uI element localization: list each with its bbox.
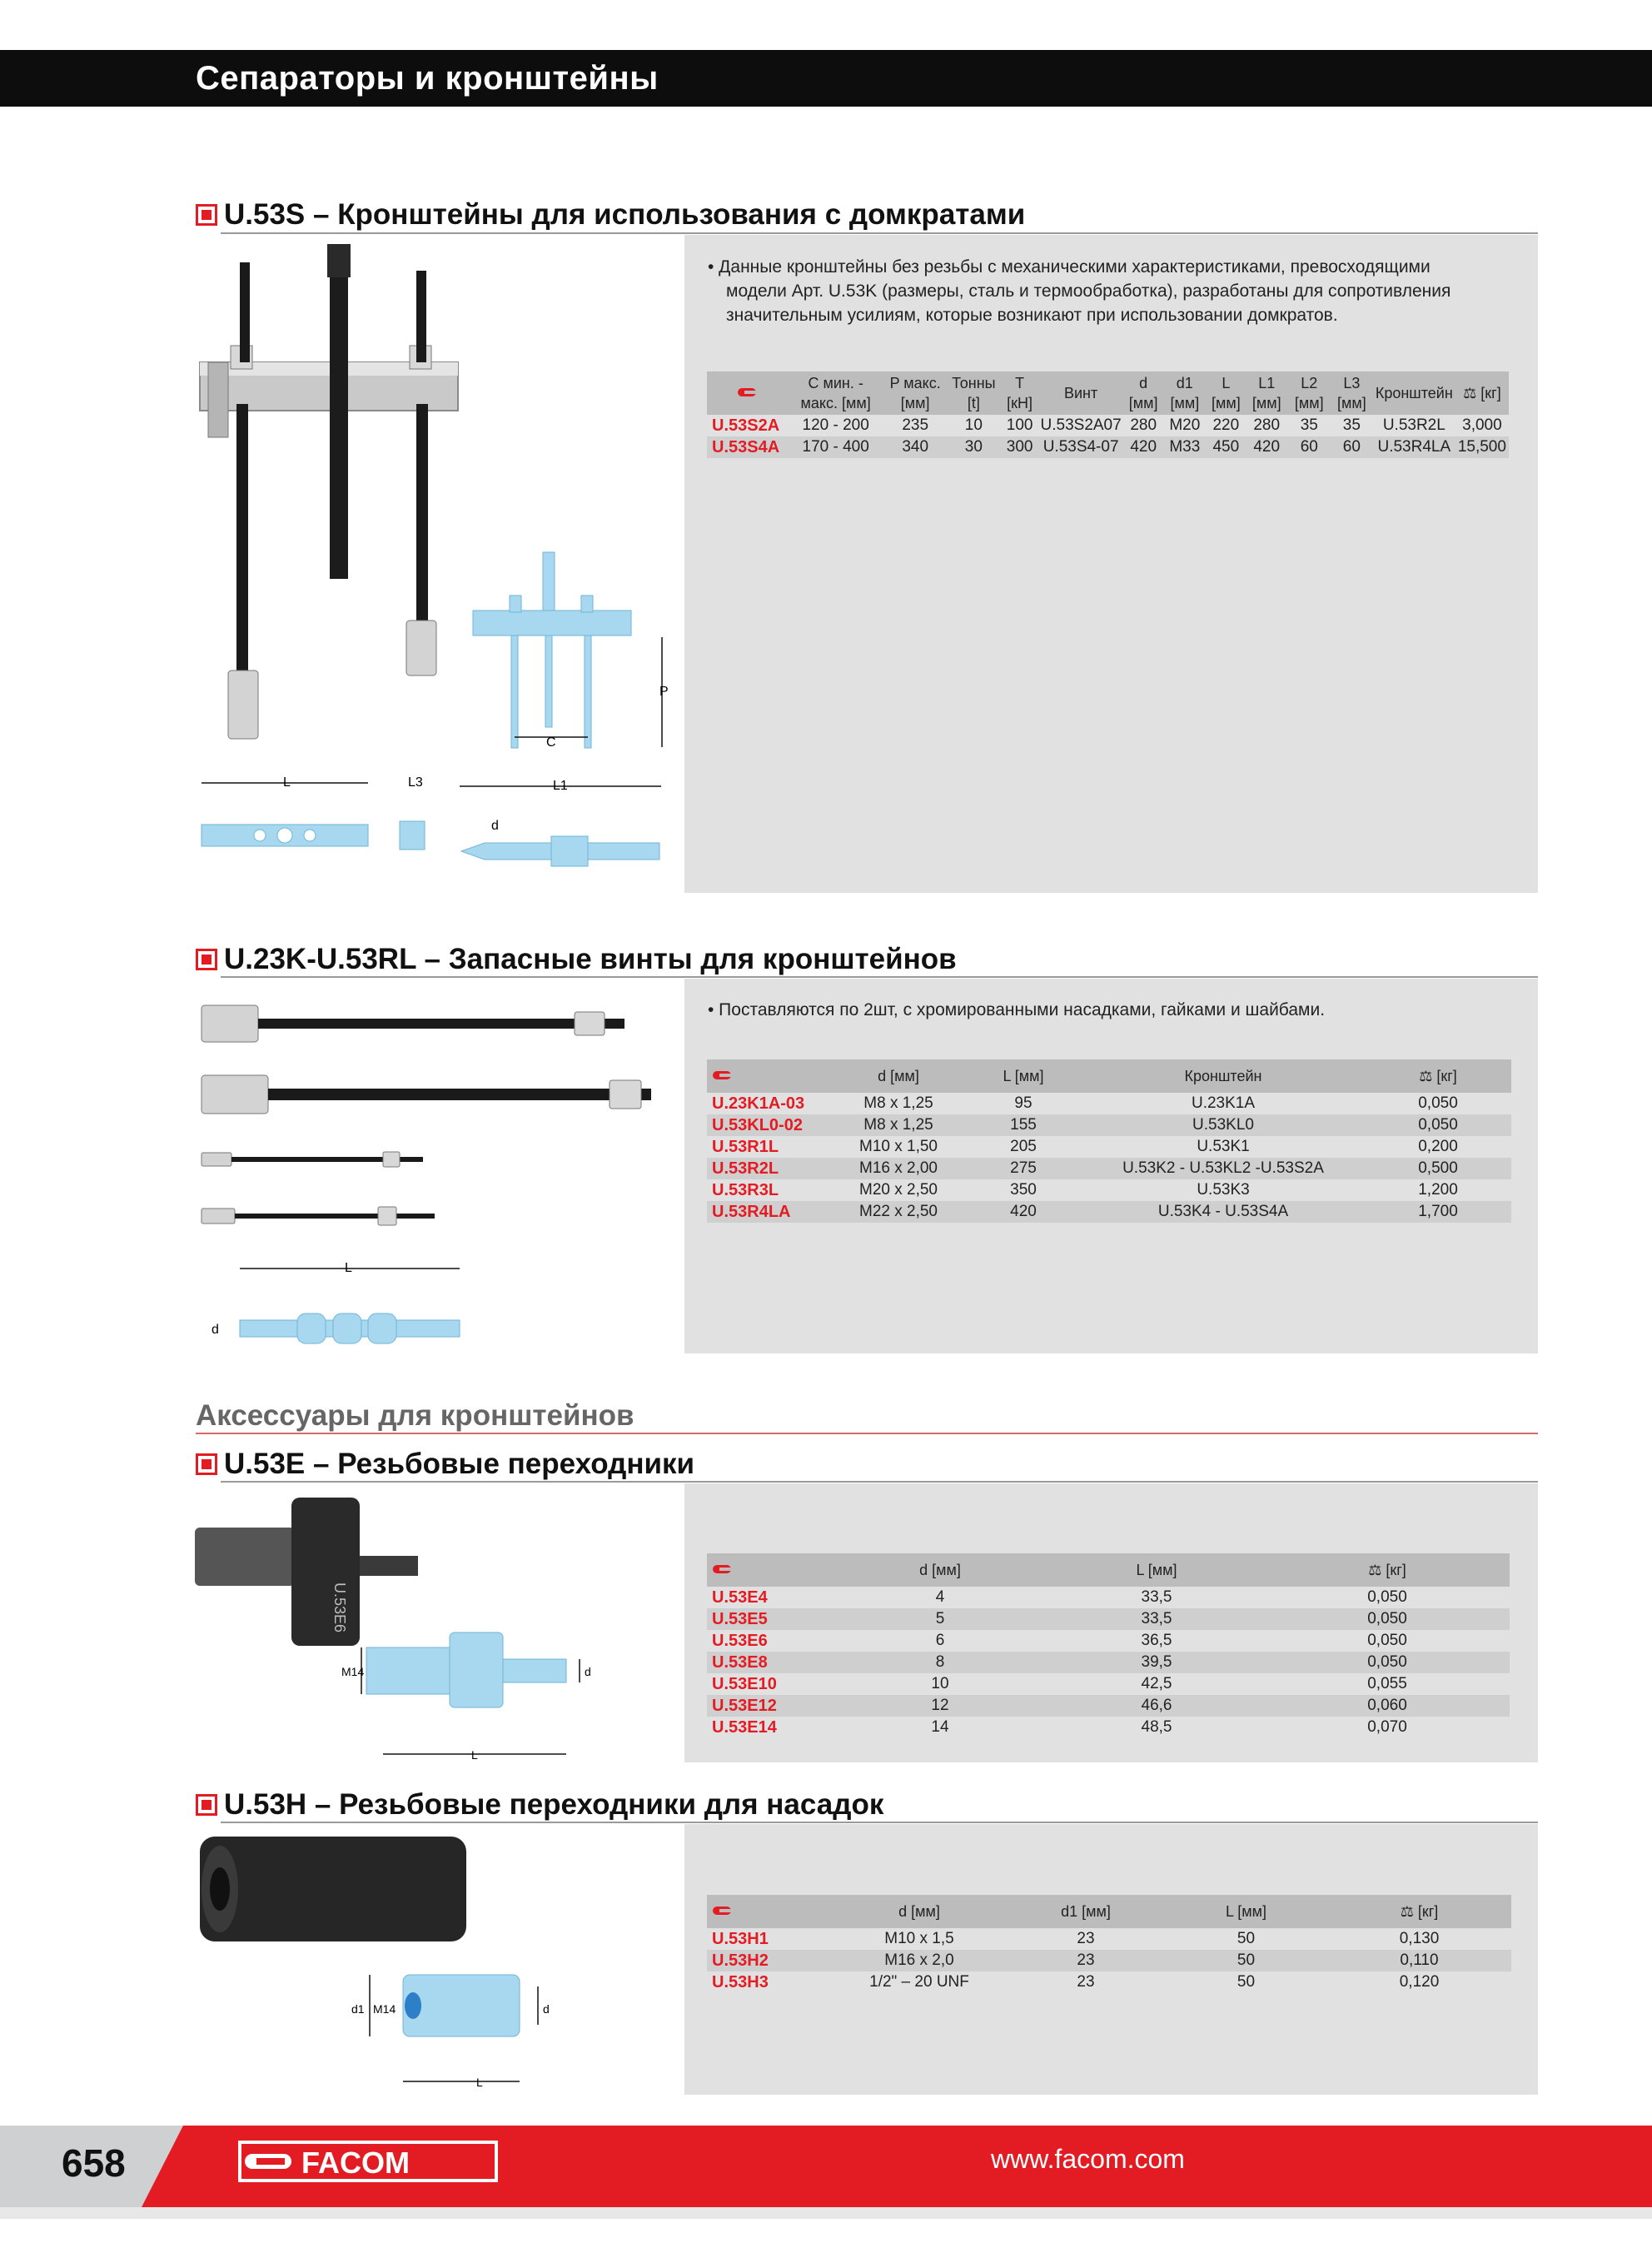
section-divider	[221, 232, 1538, 234]
website-link[interactable]: www.facom.com	[991, 2144, 1185, 2174]
table-header-row	[707, 1059, 1511, 1093]
table-cell: 280	[1130, 416, 1157, 434]
reference-code: U.53E8	[707, 1652, 832, 1673]
table-cell: 60	[1288, 436, 1331, 458]
screws-photo	[193, 995, 668, 1237]
table-cell: 205	[1010, 1138, 1037, 1155]
adapter-drawing	[341, 1616, 608, 1762]
description-line: • Данные кронштейны без резьбы с механическими характеристиками, превосходящими	[708, 257, 1431, 277]
table-cell: 100	[1006, 416, 1033, 434]
description: • Поставляются по 2шт, с хромированными насадками, гайками и шайбами.	[708, 1000, 1326, 1019]
reference-code: U.53E10	[712, 1675, 777, 1693]
table-cell: 6	[935, 1632, 945, 1649]
table-cell: M16 x 2,00	[832, 1158, 965, 1179]
drawing-label-c: C	[546, 735, 556, 750]
drawing-label-l: L	[283, 775, 291, 790]
weight-icon: ⚖	[1419, 1068, 1433, 1084]
drawing-label-l3: L3	[408, 775, 423, 790]
reference-column-header	[707, 1553, 832, 1587]
coupler-photo	[193, 1828, 476, 1953]
reference-code: U.53E6	[712, 1632, 768, 1650]
table-row	[707, 415, 1509, 436]
table-row	[707, 1928, 1511, 1950]
table-cell: 30	[946, 436, 1002, 458]
wrench-key-icon	[709, 1069, 734, 1081]
table-cell: 36,5	[1141, 1632, 1172, 1649]
column-header: L2 [мм]	[1288, 371, 1331, 415]
reference-column-header	[707, 1059, 832, 1093]
column-header: d [мм]	[832, 1895, 1007, 1928]
table-cell: 42,5	[1141, 1675, 1172, 1692]
table-row	[707, 1608, 1510, 1630]
column-header: d [мм]	[832, 1059, 965, 1093]
table-cell: 50	[1165, 1950, 1327, 1971]
table-cell: 0,200	[1418, 1138, 1458, 1155]
column-header: Кронштейн	[1373, 371, 1455, 415]
table-cell: M20	[1169, 416, 1201, 434]
table-cell: U.53R2L	[1382, 416, 1446, 434]
section-bullet-icon	[196, 1794, 217, 1816]
weight-column-header: ⚖ [кг]	[1327, 1895, 1511, 1928]
table-cell: 48,5	[1141, 1718, 1172, 1736]
table-cell: 10	[964, 416, 983, 434]
table-cell: 23	[1077, 1973, 1095, 1991]
table-row	[707, 1136, 1511, 1158]
table-cell: 235	[902, 416, 929, 434]
table-row	[707, 1971, 1511, 1993]
column-header: d [мм]	[1124, 371, 1163, 415]
spec-table-u53s	[707, 371, 1509, 458]
table-cell: 0,050	[1365, 1114, 1511, 1136]
table-cell: 35	[1342, 416, 1361, 434]
table-cell: 420	[1124, 436, 1163, 458]
spec-table-u53e	[707, 1553, 1510, 1738]
column-header: d [мм]	[832, 1553, 1048, 1587]
drawing-label-d: d	[491, 819, 499, 833]
table-cell: U.53S2A07	[1040, 416, 1122, 434]
reference-code: U.53KL0-02	[707, 1114, 832, 1136]
table-cell: 35	[1300, 416, 1318, 434]
table-row	[707, 1093, 1511, 1114]
column-header: L [мм]	[1048, 1553, 1265, 1587]
table-cell: 33,5	[1141, 1588, 1172, 1606]
drawing-label-l1: L1	[553, 779, 568, 793]
page-number: 658	[62, 2141, 126, 2185]
table-cell: 0,130	[1399, 1930, 1440, 1947]
reference-code: U.53E12	[707, 1695, 832, 1717]
reference-code: U.53R2L	[707, 1158, 832, 1179]
table-cell: M10 x 1,5	[884, 1930, 954, 1947]
table-cell: 350	[1010, 1181, 1037, 1199]
table-cell: 0,050	[1265, 1608, 1510, 1630]
column-header: d1 [мм]	[1007, 1895, 1165, 1928]
column-header: L [мм]	[965, 1059, 1082, 1093]
reference-code: U.53E4	[712, 1588, 768, 1607]
section-bullet-icon	[196, 949, 217, 970]
table-row	[707, 1673, 1510, 1695]
drawing-label-l: L	[471, 1748, 478, 1762]
column-header: P макс. [мм]	[884, 371, 946, 415]
table-cell: 280	[1253, 416, 1281, 434]
accessories-heading: Аксессуары для кронштейнов	[196, 1399, 634, 1432]
section-title: U.53E – Резьбовые переходники	[224, 1448, 695, 1480]
table-cell: 0,050	[1265, 1652, 1510, 1673]
column-header: d1 [мм]	[1163, 371, 1207, 415]
table-cell: 220	[1212, 416, 1240, 434]
table-cell: 275	[965, 1158, 1082, 1179]
section-heading-u53s	[196, 197, 1025, 233]
table-row	[707, 1201, 1511, 1223]
drawing-label-d: d	[211, 1323, 219, 1337]
table-cell: 0,070	[1367, 1718, 1407, 1736]
table-cell: 1,700	[1365, 1201, 1511, 1223]
table-row	[707, 1587, 1510, 1608]
column-header: Тонны [t]	[946, 371, 1002, 415]
table-cell: M10 x 1,50	[859, 1138, 938, 1155]
table-cell: 155	[965, 1114, 1082, 1136]
table-cell: 60	[1331, 436, 1373, 458]
drawing-label-d: d	[585, 1665, 591, 1678]
table-cell: 39,5	[1048, 1652, 1265, 1673]
table-row	[707, 1179, 1511, 1201]
section-bullet-icon	[196, 1453, 217, 1475]
weight-column-header: ⚖ [кг]	[1265, 1553, 1510, 1587]
logo-wordmark: FACOM	[301, 2146, 410, 2180]
description-line: значительным усилиям, которые возникают при использовании домкратов.	[726, 306, 1338, 325]
reference-code: U.53E14	[712, 1718, 777, 1737]
table-cell: 23	[1077, 1930, 1095, 1947]
drawing-label-d1: d1	[351, 2002, 365, 2016]
column-header: T [кН]	[1002, 371, 1038, 415]
table-cell: U.53K2 - U.53KL2 -U.53S2A	[1082, 1158, 1365, 1179]
table-header-row	[707, 1553, 1510, 1587]
table-cell: M22 x 2,50	[832, 1201, 965, 1223]
table-row	[707, 1695, 1510, 1717]
table-cell: 0,055	[1367, 1675, 1407, 1692]
facom-logo	[235, 2137, 501, 2186]
section-divider	[221, 1481, 1538, 1483]
section-title: U.23K-U.53RL – Запасные винты для кронштейнов	[224, 943, 957, 975]
section-title: U.53S – Кронштейны для использования с домкратами	[224, 198, 1026, 231]
reference-code: U.53S4A	[707, 436, 787, 458]
reference-code: U.53R1L	[712, 1138, 779, 1156]
section-divider	[221, 976, 1538, 978]
table-cell: 46,6	[1048, 1695, 1265, 1717]
table-cell: 0,050	[1367, 1588, 1407, 1606]
table-cell: 0,500	[1365, 1158, 1511, 1179]
wrench-key-icon	[734, 386, 759, 398]
table-cell: U.53R4LA	[1373, 436, 1455, 458]
table-cell: 120 - 200	[802, 416, 869, 434]
table-cell: M16 x 2,0	[832, 1950, 1007, 1971]
puller-parts-drawing	[193, 766, 676, 900]
table-row	[707, 1950, 1511, 1971]
section-bullet-icon	[196, 204, 217, 226]
section-title: U.53H – Резьбовые переходники для насадок	[224, 1788, 884, 1821]
table-cell: 33,5	[1048, 1608, 1265, 1630]
reference-code: U.53H1	[712, 1930, 769, 1948]
table-cell: 15,500	[1455, 436, 1509, 458]
reference-column-header	[707, 1895, 832, 1928]
table-cell: 8	[832, 1652, 1048, 1673]
table-cell: U.53S4-07	[1038, 436, 1124, 458]
table-header-row	[707, 371, 1509, 415]
table-cell: 170 - 400	[787, 436, 884, 458]
table-row	[707, 1630, 1510, 1652]
column-header: L3 [мм]	[1331, 371, 1373, 415]
reference-code: U.53H3	[712, 1973, 769, 1991]
table-row	[707, 1158, 1511, 1179]
section-heading-u53e	[196, 1446, 694, 1483]
drawing-label-l: L	[345, 1261, 352, 1275]
drawing-label-p: P	[659, 685, 669, 699]
column-header: Винт	[1038, 371, 1124, 415]
table-cell: U.53KL0	[1082, 1114, 1365, 1136]
drawing-label-l: L	[476, 2076, 483, 2089]
table-cell: 1/2" – 20 UNF	[869, 1973, 969, 1991]
reference-code: U.53H2	[707, 1950, 832, 1971]
coupler-drawing	[348, 1961, 598, 2095]
table-header-row	[707, 1895, 1511, 1928]
bottom-stripe	[0, 2207, 1652, 2219]
table-cell: 23	[1007, 1950, 1165, 1971]
drawing-label-m14: M14	[373, 2002, 396, 2016]
table-cell: 0,050	[1418, 1094, 1458, 1112]
accessories-divider	[196, 1433, 1538, 1434]
reference-code: U.53R4LA	[707, 1201, 832, 1223]
table-cell: 14	[931, 1718, 949, 1736]
table-cell: M33	[1163, 436, 1207, 458]
weight-column-header: ⚖ [кг]	[1365, 1059, 1511, 1093]
screw-drawing	[193, 1254, 485, 1353]
table-cell: 0,110	[1327, 1950, 1511, 1971]
reference-code: U.23K1A-03	[712, 1094, 805, 1113]
table-cell: 10	[931, 1675, 949, 1692]
table-cell: 95	[1014, 1094, 1032, 1112]
drawing-label-m14: M14	[341, 1665, 365, 1678]
weight-icon: ⚖	[1400, 1903, 1414, 1920]
table-cell: 0,050	[1367, 1632, 1407, 1649]
table-cell: 300	[1002, 436, 1038, 458]
adapter-stamp: U.53E6	[331, 1583, 348, 1633]
reference-code: U.53E5	[707, 1608, 832, 1630]
info-panel	[684, 235, 1538, 893]
wrench-key-icon	[709, 1905, 734, 1917]
table-cell: 1,200	[1418, 1181, 1458, 1199]
table-cell: U.53K1	[1197, 1138, 1250, 1155]
table-row	[707, 436, 1509, 458]
table-cell: M20 x 2,50	[859, 1181, 938, 1199]
table-cell: 5	[832, 1608, 1048, 1630]
reference-code: U.53R3L	[712, 1181, 779, 1199]
column-header: Кронштейн	[1082, 1059, 1365, 1093]
reference-code: U.53S2A	[712, 416, 780, 435]
column-header: L [мм]	[1165, 1895, 1327, 1928]
table-cell: 3,000	[1462, 416, 1502, 434]
table-cell: 0,060	[1265, 1695, 1510, 1717]
table-cell: 340	[884, 436, 946, 458]
table-cell: 4	[935, 1588, 945, 1606]
section-heading-u53h	[196, 1787, 883, 1823]
description	[708, 255, 1450, 327]
table-cell: 50	[1237, 1930, 1256, 1947]
spec-table-u53h	[707, 1895, 1511, 1993]
table-cell: 0,120	[1399, 1973, 1440, 1991]
table-cell: 50	[1237, 1973, 1256, 1991]
table-row	[707, 1717, 1510, 1738]
table-cell: U.53K3	[1197, 1181, 1250, 1199]
section-divider	[221, 1822, 1538, 1823]
spec-table-u23k	[707, 1059, 1511, 1223]
drawing-label-d: d	[543, 2002, 550, 2016]
column-header: С мин. - макс. [мм]	[787, 371, 884, 415]
table-cell: 12	[832, 1695, 1048, 1717]
weight-column-header: ⚖ [кг]	[1455, 371, 1509, 415]
table-cell: U.23K1A	[1191, 1094, 1256, 1112]
table-cell: 450	[1207, 436, 1246, 458]
table-row	[707, 1652, 1510, 1673]
column-header: L1 [мм]	[1246, 371, 1288, 415]
weight-icon: ⚖	[1463, 385, 1477, 401]
description-line: модели Арт. U.53K (размеры, сталь и термообработка), разработаны для сопротивления	[726, 282, 1451, 301]
puller-photo	[192, 237, 475, 762]
table-cell: M8 x 1,25	[832, 1114, 965, 1136]
table-cell: M8 x 1,25	[863, 1094, 933, 1112]
section-heading-u23k	[196, 941, 957, 978]
puller-front-drawing	[466, 546, 683, 758]
wrench-key-icon	[709, 1563, 734, 1575]
table-cell: 420	[1246, 436, 1288, 458]
page-title: Сепараторы и кронштейны	[196, 60, 659, 97]
weight-icon: ⚖	[1368, 1562, 1382, 1578]
table-cell: 420	[965, 1201, 1082, 1223]
column-header: L [мм]	[1207, 371, 1246, 415]
table-cell: U.53K4 - U.53S4A	[1082, 1201, 1365, 1223]
table-row	[707, 1114, 1511, 1136]
reference-column-header	[707, 371, 787, 415]
